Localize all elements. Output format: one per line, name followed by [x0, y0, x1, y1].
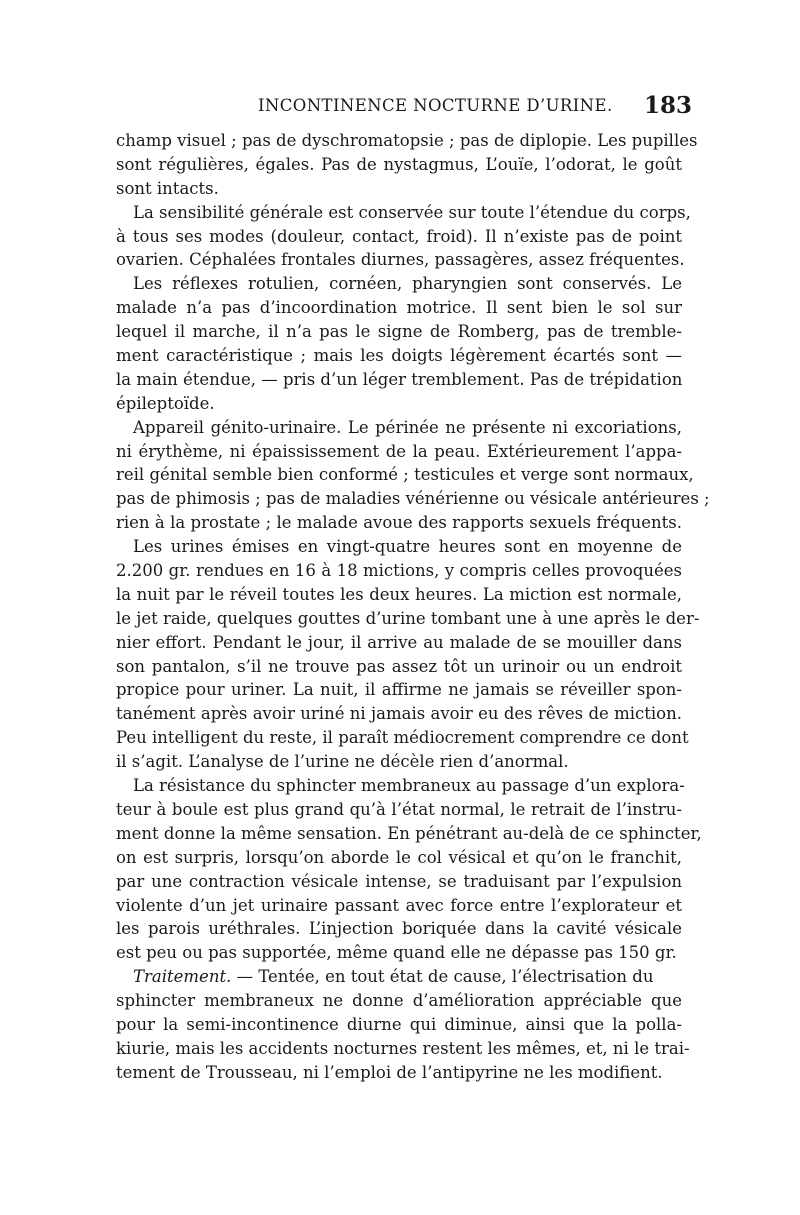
text-line: il s’agit. L’analyse de l’urine ne décèle rien d’anormal.: [116, 752, 569, 772]
text-line: Peu intelligent du reste, il paraît médiocrement comprendre ce dont: [116, 728, 689, 748]
text-line: sont intacts.: [116, 178, 219, 198]
text-line: malade n’a pas d’incoordination motrice. Il sent bien le sol sur: [116, 298, 682, 318]
text-line: sphincter membraneux ne donne d’amélioration appréciable que: [116, 991, 682, 1011]
text-line: Les urines émises en vingt-quatre heures sont en moyenne de: [133, 537, 682, 557]
running-title: INCONTINENCE NOCTURNE D’URINE.: [258, 96, 613, 115]
text-line: pas de phimosis ; pas de maladies vénérienne ou vésicale antérieures ;: [116, 489, 710, 509]
text-line: les parois uréthrales. L’injection boriquée dans la cavité vésicale: [116, 919, 682, 939]
traitement-heading: Traitement.: [133, 967, 232, 987]
text-line: tanément après avoir uriné ni jamais avoir eu des rêves de miction.: [116, 704, 682, 724]
running-head: [0, 92, 800, 122]
text-line: kiurie, mais les accidents nocturnes restent les mêmes, et, ni le trai-: [116, 1038, 690, 1058]
text-line: épileptoïde.: [116, 393, 215, 413]
text-line: sont régulières, égales. Pas de nystagmus, L’ouïe, l’odorat, le goût: [116, 154, 682, 174]
text-line: rien à la prostate ; le malade avoue des rapports sexuels fréquents.: [116, 513, 682, 533]
text-line: 2.200 gr. rendues en 16 à 18 mictions, y compris celles provoquées: [116, 561, 682, 581]
text-line: Appareil génito-urinaire. Le périnée ne présente ni excoriations,: [133, 417, 682, 437]
text-line: le jet raide, quelques gouttes d’urine tombant une à une après le der-: [116, 608, 700, 628]
text-line: champ visuel ; pas de dyschromatopsie ; pas de diplopie. Les pupilles: [116, 131, 698, 150]
text-line: à tous ses modes (douleur, contact, froid). Il n’existe pas de point: [116, 226, 682, 246]
text-line: nier effort. Pendant le jour, il arrive au malade de se mouiller dans: [116, 632, 682, 652]
page-number: 183: [644, 92, 693, 119]
text-line: teur à boule est plus grand qu’à l’état normal, le retrait de l’instru-: [116, 799, 682, 819]
text-line: ovarien. Céphalées frontales diurnes, passagères, assez fréquentes.: [116, 250, 685, 270]
text-line: son pantalon, s’il ne trouve pas assez tôt un urinoir ou un endroit: [116, 656, 682, 676]
text-line-traitement: [116, 965, 682, 989]
text-line: violente d’un jet urinaire passant avec force entre l’explorateur et: [116, 895, 682, 915]
text-line: lequel il marche, il n’a pas le signe de Romberg, pas de tremble-: [116, 322, 682, 342]
text-line: la main étendue, — pris d’un léger tremblement. Pas de trépidation: [116, 369, 683, 389]
text-line: pour la semi-incontinence diurne qui diminue, ainsi que la polla-: [116, 1014, 682, 1034]
text-line: ni érythème, ni épaississement de la peau. Extérieurement l’appa-: [116, 441, 682, 461]
text-line: ment caractéristique ; mais les doigts légèrement écartés sont —: [116, 346, 682, 366]
traitement-text: — Tentée, en tout état de cause, l’électrisation du: [236, 967, 654, 987]
text-line: propice pour uriner. La nuit, il affirme ne jamais se réveiller spon-: [116, 680, 682, 700]
text-line: La sensibilité générale est conservée sur toute l’étendue du corps,: [133, 202, 691, 222]
text-line: reil génital semble bien conformé ; testicules et verge sont normaux,: [116, 465, 694, 485]
text-line: on est surpris, lorsqu’on aborde le col vésical et qu’on le franchit,: [116, 847, 682, 867]
text-line: La résistance du sphincter membraneux au passage d’un explora-: [133, 776, 685, 796]
text-line: ment donne la même sensation. En pénétrant au-delà de ce sphincter,: [116, 823, 702, 843]
text-line: est peu ou pas supportée, même quand elle ne dépasse pas 150 gr.: [116, 943, 677, 963]
text-line: par une contraction vésicale intense, se traduisant par l’expulsion: [116, 871, 682, 891]
text-line: tement de Trousseau, ni l’emploi de l’antipyrine ne les modifient.: [116, 1062, 663, 1082]
body-text: [116, 129, 710, 1085]
text-line: la nuit par le réveil toutes les deux heures. La miction est normale,: [116, 584, 682, 604]
text-line: Les réflexes rotulien, cornéen, pharyngien sont conservés. Le: [133, 274, 682, 294]
